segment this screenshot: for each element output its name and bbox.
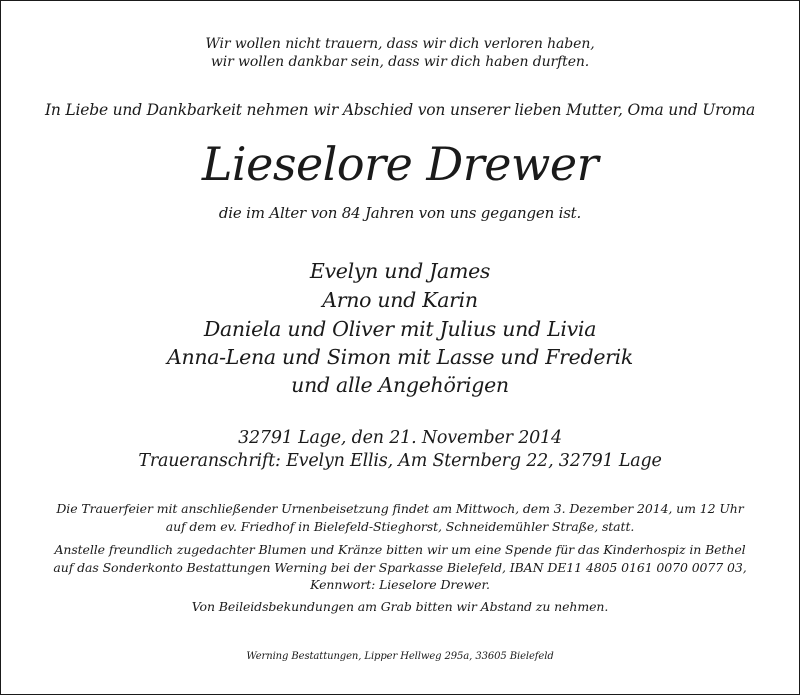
funeral-home-footer: Werning Bestattungen, Lipper Hellweg 295a, 33605 Bielefeld <box>246 651 554 662</box>
donation-info-line-2: auf das Sonderkonto Bestattungen Werning bei der Sparkasse Bielefeld, IBAN DE11 4805 0161 0070 0077 03, <box>53 560 747 575</box>
donation-info-line-3: Kennwort: Lieselore Drewer. <box>310 577 490 592</box>
mourner-line-2: Arno und Karin <box>322 288 478 312</box>
mourning-address: Traueranschrift: Evelyn Ellis, Am Sternberg 22, 32791 Lage <box>138 451 662 471</box>
funeral-info-line-1: Die Trauerfeier mit anschließender Urnenbeisetzung findet am Mittwoch, dem 3. Dezember 2014, um 12 Uhr <box>56 501 744 516</box>
mourner-line-1: Evelyn und James <box>309 259 491 283</box>
quote-line-1: Wir wollen nicht trauern, dass wir dich verloren haben, <box>205 36 595 52</box>
mourner-line-4: Anna-Lena und Simon mit Lasse und Frederik <box>166 345 634 369</box>
donation-info-line-1: Anstelle freundlich zugedachter Blumen und Kränze bitten wir um eine Spende für das Kinderhospiz in Bethel <box>54 542 746 557</box>
intro-text: In Liebe und Dankbarkeit nehmen wir Abschied von unserer lieben Mutter, Oma und Uroma <box>44 101 756 119</box>
condolence-note: Von Beileidsbekundungen am Grab bitten wir Abstand zu nehmen. <box>191 599 609 614</box>
mourner-line-5: und alle Angehörigen <box>291 373 509 397</box>
age-line: die im Alter von 84 Jahren von uns gegangen ist. <box>218 204 582 222</box>
funeral-info-line-2: auf dem ev. Friedhof in Bielefeld-Stieghorst, Schneidemühler Straße, statt. <box>165 519 635 534</box>
place-date: 32791 Lage, den 21. November 2014 <box>238 428 562 448</box>
mourner-line-3: Daniela und Oliver mit Julius und Livia <box>203 317 597 341</box>
deceased-name: Lieselore Drewer <box>201 137 599 191</box>
quote-line-2: wir wollen dankbar sein, dass wir dich haben durften. <box>210 54 590 70</box>
